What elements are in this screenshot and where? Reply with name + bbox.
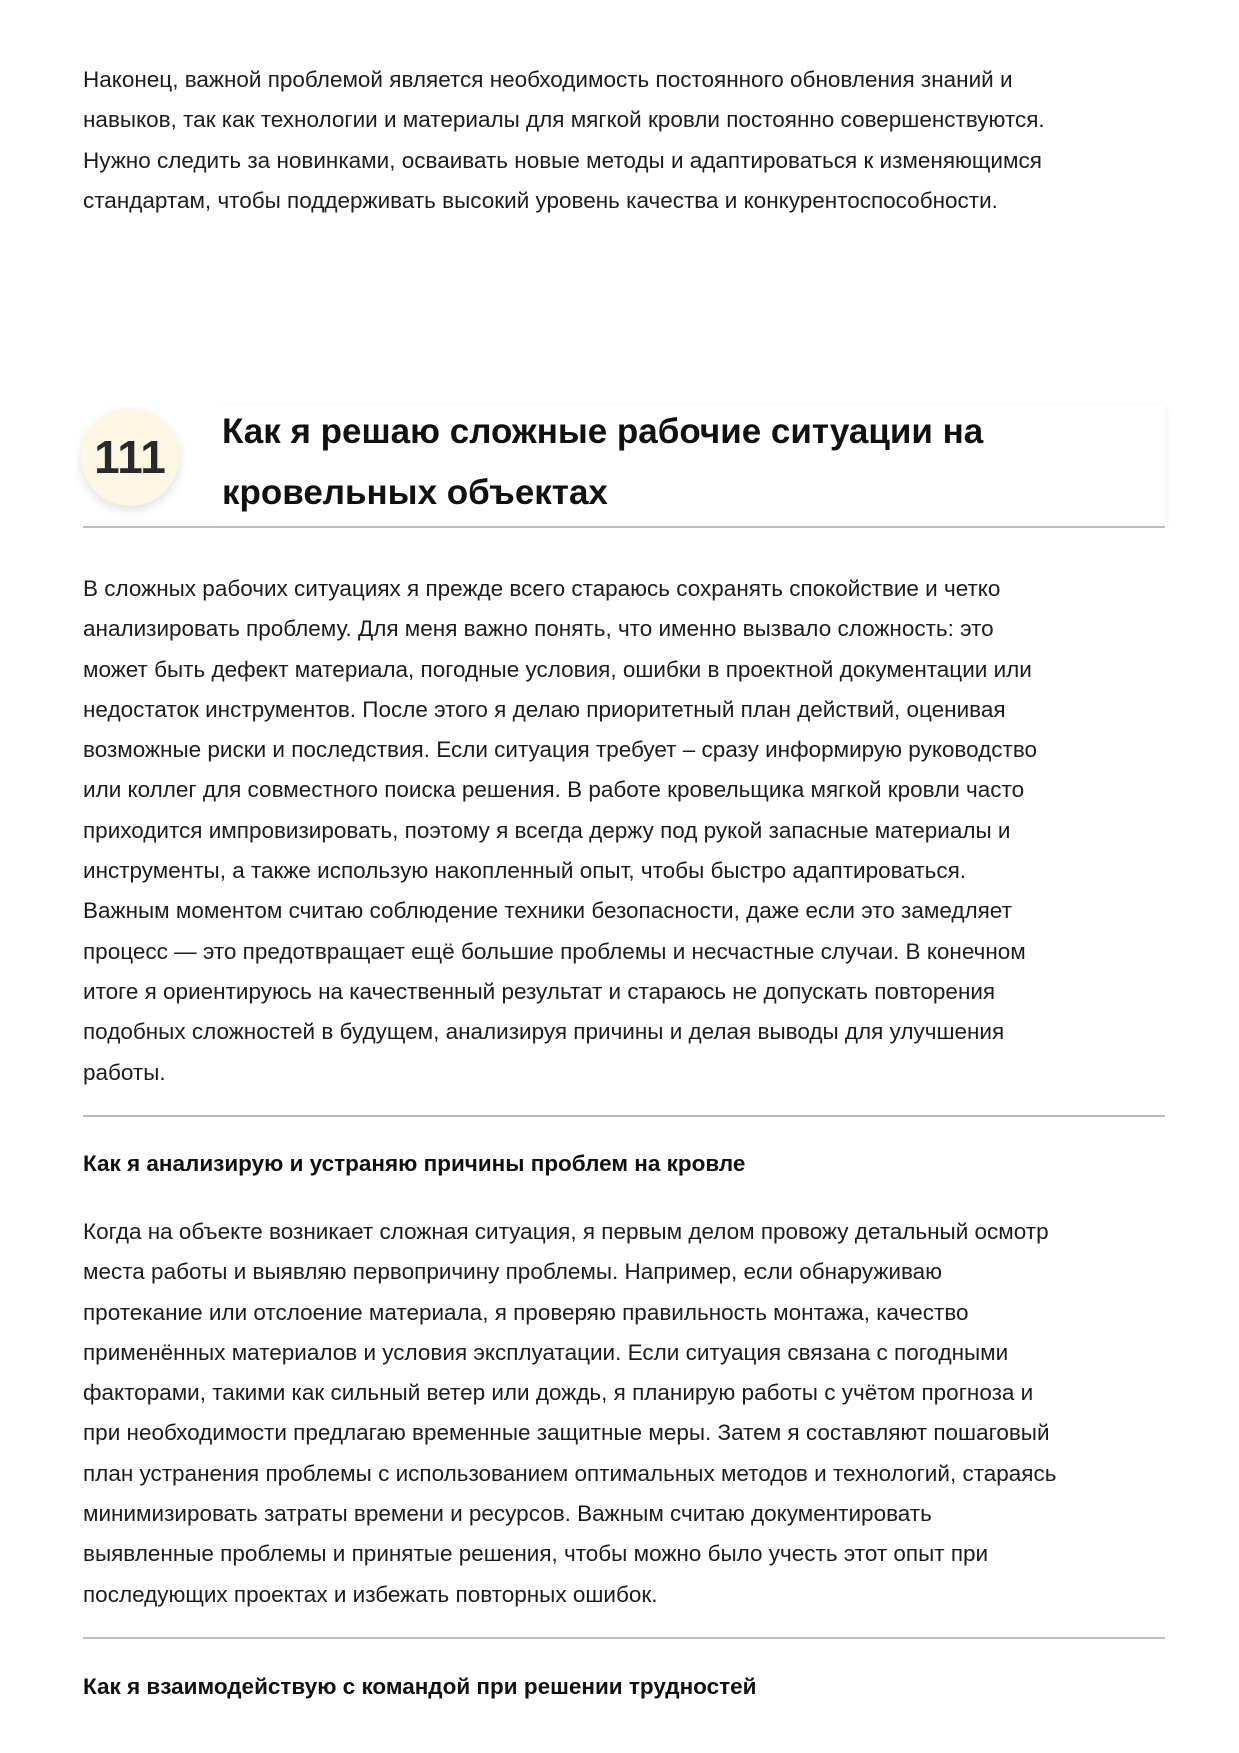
text-line: работы. <box>83 1059 166 1085</box>
text-line: Важным моментом считаю соблюдение техники безопасности, даже если это замедляет <box>83 898 1012 924</box>
intro-paragraph <box>83 60 1168 221</box>
section-paragraph <box>83 569 1168 1093</box>
divider <box>83 1115 1165 1117</box>
subsection-paragraph <box>83 1212 1168 1615</box>
text-line: места работы и выявляю первопричину проблемы. Например, если обнаруживаю <box>83 1259 943 1285</box>
section-header <box>76 405 1166 525</box>
text-line: применённых материалов и условия эксплуатации. Если ситуация связана с погодными <box>83 1339 1009 1365</box>
text-line: подобных сложностей в будущем, анализируя причины и делая выводы для улучшения <box>83 1019 1005 1045</box>
text-line: минимизировать затраты времени и ресурсов. Важным считаю документировать <box>83 1501 932 1527</box>
text-line: план устранения проблемы с использованием оптимальных методов и технологий, стараясь <box>83 1460 1057 1486</box>
text-line: инструменты, а также использую накопленный опыт, чтобы быстро адаптироваться. <box>83 858 967 884</box>
text-line: возможные риски и последствия. Если ситуация требует – сразу информирую руководство <box>83 737 1038 763</box>
text-line: приходится импровизировать, поэтому я всегда держу под рукой запасные материалы и <box>83 817 1011 843</box>
text-line: факторами, такими как сильный ветер или дождь, я планирую работы с учётом прогноза и <box>83 1380 1034 1406</box>
section-divider <box>83 526 1165 528</box>
text-line: навыков, так как технологии и материалы для мягкой кровли постоянно совершенствуются. <box>83 107 1045 133</box>
divider <box>83 1637 1165 1639</box>
text-line: В сложных рабочих ситуациях я прежде всего стараюсь сохранять спокойствие и четко <box>83 576 1001 601</box>
section-number-badge: 111 <box>81 408 179 506</box>
text-line: может быть дефект материала, погодные условия, ошибки в проектной документации или <box>83 656 1032 682</box>
text-line: выявленные проблемы и принятые решения, чтобы можно было учесть этот опыт при <box>83 1541 989 1567</box>
text-line: протекание или отслоение материала, я проверяю правильность монтажа, качество <box>83 1299 969 1325</box>
title-line: кровельных объектах <box>222 473 608 512</box>
subsection-heading: Как я взаимодействую с командой при решении трудностей <box>83 1674 757 1699</box>
text-line: стандартам, чтобы поддерживать высокий уровень качества и конкурентоспособности. <box>83 187 998 213</box>
text-line: последующих проектах и избежать повторных ошибок. <box>83 1581 658 1607</box>
text-line: при необходимости предлагаю временные защитные меры. Затем я составляют пошаговый <box>83 1420 1050 1446</box>
text-line: итоге я ориентируюсь на качественный результат и стараюсь не допускать повторения <box>83 978 996 1004</box>
text-line: Наконец, важной проблемой является необходимость постоянного обновления знаний и <box>83 67 1013 92</box>
text-line: Нужно следить за новинками, осваивать новые методы и адаптироваться к изменяющимся <box>83 147 1042 173</box>
title-line: Как я решаю сложные рабочие ситуации на <box>222 412 984 451</box>
text-line: или коллег для совместного поиска решения. В работе кровельщика мягкой кровли часто <box>83 777 1025 803</box>
text-line: процесс — это предотвращает ещё большие проблемы и несчастные случаи. В конечном <box>83 938 1026 964</box>
section-title <box>222 401 1122 523</box>
subsection-heading: Как я анализирую и устраняю причины проблем на кровле <box>83 1151 746 1176</box>
text-line: анализировать проблему. Для меня важно понять, что именно вызвало сложность: это <box>83 616 994 642</box>
text-line: недостаток инструментов. После этого я делаю приоритетный план действий, оценивая <box>83 696 1006 722</box>
text-line: Когда на объекте возникает сложная ситуация, я первым делом провожу детальный осмотр <box>83 1219 1049 1244</box>
